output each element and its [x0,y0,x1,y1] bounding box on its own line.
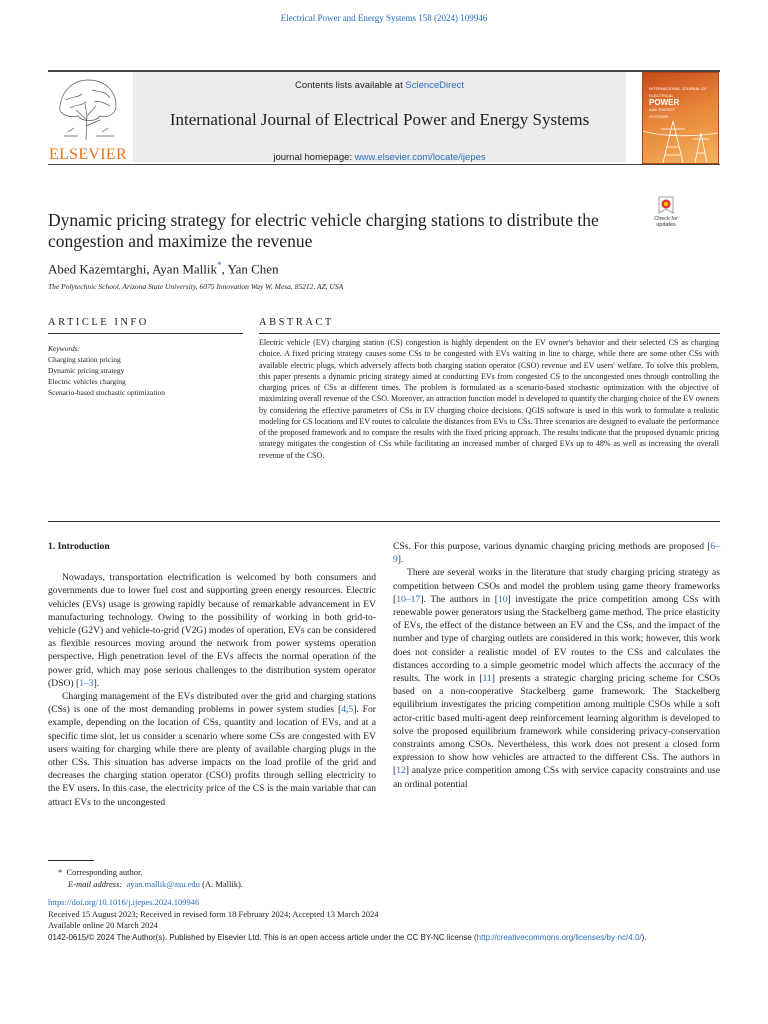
text-run: ] presents a strategic charging pricing scheme for CSOs based on a non-cooperative Stackelberg game framework. The Stackelberg equilibrium investigates the pricing competition among multiple CSOs while a soft actor-critic based multi-agent deep reinforcement learning algorithm is developed to solve the proposed equilibrium framework while considering privacy-conservation constraints among CSOs. Nevertheless, this work does not present a closed form expression to show how vehicles are attracted to the different CSs. The authors in [ [393,673,720,777]
homepage-link[interactable]: www.elsevier.com/locate/ijepes [354,152,486,163]
citation-link[interactable]: 6–9 [393,541,720,566]
text-run: ]. [93,677,100,689]
keywords-block [48,343,228,398]
check-updates-icon [648,196,684,216]
text-run: CSs. For this purpose, various dynamic charging pricing methods are proposed [ [393,541,711,552]
keyword-item: Scenario-based stochastic optimization [48,388,166,397]
footnote-mark: * [58,867,63,877]
body-column-left [48,540,376,809]
paragraph [393,566,720,790]
text-run: ] analyze price competition among CSs with service capacity constraints and use an ordinal potential [393,765,720,790]
doi-link[interactable]: https://doi.org/10.1016/j.ijepes.2024.109946 [48,897,200,907]
journal-title: International Journal of Electrical Power and Energy Systems [169,110,590,129]
contents-prefix: Contents lists available at [295,80,406,91]
cover-line-2: ELECTRICAL [649,93,674,98]
front-matter [48,897,720,943]
journal-cover-thumbnail[interactable] [642,72,719,164]
text-run: ]. The authors in [ [420,593,498,605]
check-updates-label [648,216,684,228]
corresponding-author-mark[interactable]: * [217,260,222,270]
running-head[interactable]: Electrical Power and Energy Systems 158 (2024) 109946 [280,13,488,23]
homepage-line [133,152,626,163]
check-for-updates-badge[interactable] [648,196,684,232]
author-2: Ayan Mallik [152,261,217,277]
keywords-label: Keywords: [48,344,81,353]
footnote-rule [48,860,94,861]
text-run: ] investigate the price competition among CSs with renewable power generators using the Stackelberg game method. The price elasticity of EVs, the effect of the distance between an EV and the CSs, and the impact of the number and type of charging outlets are considered in this work; however, this work does not consider a realistic model of EV routes to the CSs and calculates the distances according to a simple geometric model which affects the accuracy of the results. The work in [ [393,593,720,685]
journal-banner [48,70,720,166]
homepage-prefix: journal homepage: [273,152,355,163]
email-suffix: (A. Mallik). [202,879,243,889]
abstract-bottom-rule [48,521,720,522]
article-info-heading: ARTICLE INFO [48,317,149,328]
keyword-item: Electric vehicles charging [48,377,126,386]
received-dates: Received 15 August 2023; Received in revised form 18 February 2024; Accepted 13 March 2024 [48,908,379,919]
license-text: 0142-0615/© 2024 The Author(s). Published by Elsevier Ltd. This is an open access article under the CC BY-NC license ( [48,932,477,942]
keyword-item: Dynamic pricing strategy [48,366,125,375]
elsevier-tree-icon [56,76,120,142]
text-run: Charging management of the EVs distributed over the grid and charging stations (CSs) is one of the most demanding problems in power system studies [ [48,691,376,716]
paragraph [48,571,376,690]
online-date: Available online 20 March 2024 [48,920,158,930]
citation-link[interactable]: 10 [497,593,508,605]
affiliation: The Polytechnic School, Arizona State University, 6075 Innovation Way W, Mesa, 85212, AZ, USA [48,282,344,291]
footnote-label: Corresponding author. [66,867,143,877]
text-run: , [346,704,349,716]
email-link[interactable]: ayan.mallik@asu.edu [126,879,200,889]
contents-line [133,80,626,91]
body-column-right [393,540,720,791]
cover-line-1: INTERNATIONAL JOURNAL OF [649,86,707,91]
citation-link[interactable]: 5 [348,704,354,716]
cover-line-4: AND ENERGY [649,107,676,112]
license-statement [48,932,720,944]
section-heading-introduction: 1. Introduction [48,541,110,552]
elsevier-logo[interactable] [48,76,128,163]
abstract-heading: ABSTRACT [259,317,334,328]
corresponding-author-footnote [58,866,243,890]
cover-line-5: SYSTEMS [649,114,669,119]
sciencedirect-link[interactable]: ScienceDirect [405,80,464,91]
license-text: ). [641,932,647,942]
abstract-rule [259,333,720,334]
author-list: Abed Kazemtarghi, Ayan Mallik*, Yan Chen [48,260,279,277]
elsevier-wordmark: ELSEVIER [49,146,127,163]
license-link[interactable]: http://creativecommons.org/licenses/by-nc/4.0/ [476,932,642,942]
paragraph [48,690,376,809]
check-updates-line-1: Check for [654,216,678,222]
journal-info-box [133,72,626,162]
article-title: Dynamic pricing strategy for electric vehicle charging stations to distribute the congestion and maximize the revenue [48,210,599,251]
text-run: Nowadays, transportation electrification is welcomed by both consumers and governments due to lower fuel cost and supporting green energy resources. Electric vehicles (EVs) usage is growing rapidly because of remarkable advancement in EV manufacturing technology. Owing to the possibility of working in both grid-to-vehicle (G2V) and vehicle-to-grid (V2G) modes of operation, EVs can be considered as flexible resources moving around the network from power systems operation perspective. High penetration level of the EVs affects the normal operation of the power grid, which may pose serious challenges to the distribution system operator (DSO) [ [48,572,376,689]
citation-link[interactable]: 4 [341,704,346,716]
text-run: ]. For example, depending on the location of CSs, quantity and location of EVs, and at a specific time slot, let us consider a scenario where some CSs are congested with EV users waiting for charging while there are plenty of available charging plugs in the other CSs. This situation has adverse impacts on the load profile of the grid and decreases the charging station operator (CSO) profits through selling electricity to the EV users. In this case, the electricity price of the CS is the main variable that can attract EVs to the uncongested [48,704,376,808]
pylon-icon [643,113,718,163]
article-info-rule [48,333,243,334]
check-updates-line-2: updates [656,222,676,228]
author-3: Yan Chen [227,261,279,277]
text-run: ]. [397,554,404,566]
text-run: There are several works in the literature that study charging pricing strategy as competition between CSOs and model the problem using game theory frameworks [ [393,567,720,605]
cover-line-3: POWER [649,98,680,107]
paragraph [393,540,720,566]
citation-link[interactable]: 12 [396,765,406,777]
citation-link[interactable]: 11 [482,673,492,685]
keyword-item: Charging station pricing [48,355,121,364]
author-1: Abed Kazemtarghi [48,261,147,277]
citation-link[interactable]: 1–3 [79,677,94,689]
banner-bottom-rule [48,164,720,165]
email-label: E-mail address: [68,879,123,889]
citation-link[interactable]: 10–17 [396,593,421,605]
abstract-text: Electric vehicle (EV) charging station (CS) congestion is highly dependent on the EV owner's behavior and their selected CS as charging choice. A fixed pricing strategy causes some CSs to be congested with EVs waiting in line to charge, while there are some other CSs with available electric plugs, which adversely affects both charging station operator (CSO) revenue and EV users' welfare. To solve this problem, this paper presents a dynamic pricing strategy aimed at conducting EVs from congested CS to the uncongested ones through controlling the charging prices of CSs at different times. The problem is formulated as a scenario-based stochastic optimization with the objective of maximizing overall revenue of the CSO. Moreover, an attraction function model is developed to quantify the charging choice of the EV owners by considering the effective parameters of CSs in EV charging choice decisions. QGIS software is used in this work to formulate a realistic modeling for CS locations and EV routes to calculate the distances from EVs to CSs. Three scenarios are designed to evaluate the performance of the proposed framework and to compare the results with the fixed pricing approach. The results indicate that the proposed dynamic pricing strategy mitigates the congestion of CSs while facilitating an increased number of charged EVs up to 48% as well as increasing the overall revenue of the CSO. [259,338,719,460]
